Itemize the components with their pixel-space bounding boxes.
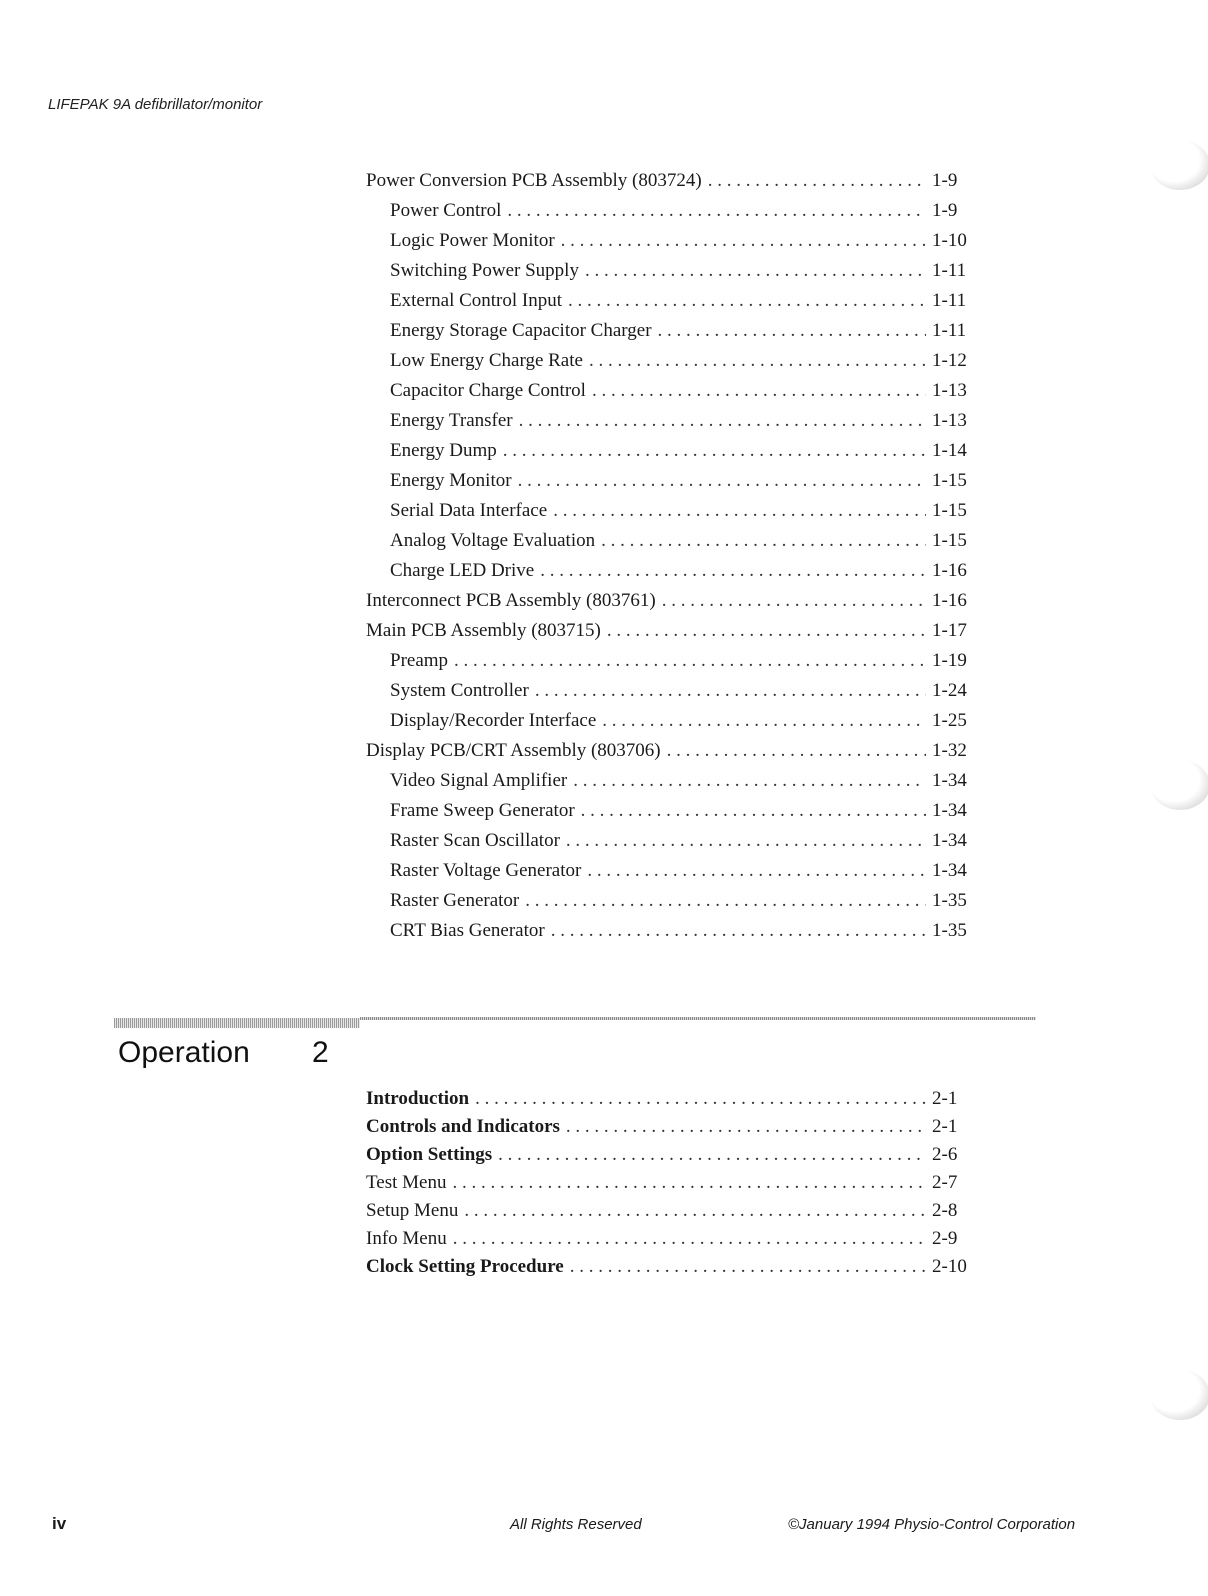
toc-entry-title: Energy Monitor bbox=[390, 470, 512, 491]
toc-entry-page: 1-9 bbox=[932, 200, 958, 221]
toc-leader-dots bbox=[566, 830, 926, 852]
toc-entry-title: Introduction bbox=[366, 1088, 470, 1109]
toc-leader-dots bbox=[518, 470, 926, 492]
toc-entry-page: 1-16 bbox=[932, 590, 967, 611]
toc-entry-page: 1-10 bbox=[932, 230, 967, 251]
toc-entry-page: 1-15 bbox=[932, 500, 967, 521]
toc-entry bbox=[366, 1228, 980, 1256]
toc-leader-dots bbox=[662, 590, 926, 612]
toc-entry bbox=[366, 1172, 980, 1200]
toc-entry-title: Capacitor Charge Control bbox=[390, 380, 586, 401]
toc-entry-title: Setup Menu bbox=[366, 1200, 459, 1221]
toc-leader-dots bbox=[658, 320, 926, 342]
toc-entry bbox=[366, 260, 980, 290]
toc-leader-dots bbox=[535, 680, 926, 702]
toc-leader-dots bbox=[454, 650, 926, 672]
toc-entry-title: Clock Setting Procedure bbox=[366, 1256, 564, 1277]
toc-entry bbox=[366, 650, 980, 680]
toc-entry-page: 2-1 bbox=[932, 1116, 958, 1137]
toc-entry bbox=[366, 620, 980, 650]
toc-entry-title: Display PCB/CRT Assembly (803706) bbox=[366, 740, 661, 761]
toc-entry bbox=[366, 380, 980, 410]
toc-entry-title: Display/Recorder Interface bbox=[390, 710, 597, 731]
toc-entry-page: 2-8 bbox=[932, 1200, 958, 1221]
toc-leader-dots bbox=[475, 1088, 926, 1110]
section-number: 2 bbox=[312, 1036, 329, 1069]
toc-entry-title: Energy Transfer bbox=[390, 410, 513, 431]
toc-entry-page: 1-11 bbox=[932, 290, 967, 311]
toc-entry-title: Power Conversion PCB Assembly (803724) bbox=[366, 170, 702, 191]
toc-chapter-1-continued bbox=[366, 170, 980, 950]
toc-entry-title: Raster Scan Oscillator bbox=[390, 830, 560, 851]
toc-leader-dots bbox=[553, 500, 926, 522]
toc-entry bbox=[366, 320, 980, 350]
toc-entry bbox=[366, 530, 980, 560]
toc-entry bbox=[366, 440, 980, 470]
toc-leader-dots bbox=[587, 860, 926, 882]
toc-entry bbox=[366, 470, 980, 500]
toc-leader-dots bbox=[607, 620, 926, 642]
toc-entry-title: Low Energy Charge Rate bbox=[390, 350, 583, 371]
toc-entry-title: Interconnect PCB Assembly (803761) bbox=[366, 590, 656, 611]
toc-leader-dots bbox=[561, 230, 926, 252]
toc-entry-title: Energy Dump bbox=[390, 440, 497, 461]
toc-entry-title: Test Menu bbox=[366, 1172, 447, 1193]
toc-leader-dots bbox=[566, 1116, 926, 1138]
toc-entry-title: Raster Voltage Generator bbox=[390, 860, 582, 881]
toc-entry-page: 1-13 bbox=[932, 410, 967, 431]
toc-entry bbox=[366, 560, 980, 590]
toc-entry-page: 2-1 bbox=[932, 1088, 958, 1109]
toc-entry bbox=[366, 290, 980, 320]
toc-entry bbox=[366, 710, 980, 740]
section-title: Operation bbox=[118, 1036, 250, 1069]
toc-leader-dots bbox=[570, 1256, 926, 1278]
toc-entry bbox=[366, 770, 980, 800]
toc-entry-page: 2-6 bbox=[932, 1144, 958, 1165]
toc-leader-dots bbox=[667, 740, 926, 762]
toc-entry bbox=[366, 170, 980, 200]
toc-entry bbox=[366, 1256, 980, 1284]
toc-entry-page: 1-17 bbox=[932, 620, 967, 641]
toc-entry bbox=[366, 1088, 980, 1116]
toc-entry-page: 1-24 bbox=[932, 680, 967, 701]
toc-entry-page: 1-35 bbox=[932, 890, 967, 911]
toc-entry bbox=[366, 1200, 980, 1228]
toc-entry-title: Energy Storage Capacitor Charger bbox=[390, 320, 652, 341]
toc-leader-dots bbox=[464, 1200, 926, 1222]
toc-entry-title: Serial Data Interface bbox=[390, 500, 548, 521]
toc-entry-page: 1-25 bbox=[932, 710, 967, 731]
toc-entry-title: Main PCB Assembly (803715) bbox=[366, 620, 601, 641]
toc-entry-title: Preamp bbox=[390, 650, 449, 671]
toc-entry-title: Controls and Indicators bbox=[366, 1116, 560, 1137]
toc-entry-title: Analog Voltage Evaluation bbox=[390, 530, 596, 551]
toc-leader-dots bbox=[525, 890, 926, 912]
toc-entry-title: Logic Power Monitor bbox=[390, 230, 555, 251]
toc-entry-page: 1-34 bbox=[932, 770, 967, 791]
toc-entry-page: 1-34 bbox=[932, 800, 967, 821]
toc-entry-title: CRT Bias Generator bbox=[390, 920, 545, 941]
toc-entry-page: 1-11 bbox=[932, 260, 967, 281]
toc-entry-title: Switching Power Supply bbox=[390, 260, 579, 281]
toc-entry bbox=[366, 1144, 980, 1172]
toc-entry-page: 1-32 bbox=[932, 740, 967, 761]
toc-leader-dots bbox=[589, 350, 926, 372]
toc-entry-title: Power Control bbox=[390, 200, 502, 221]
toc-entry-page: 1-12 bbox=[932, 350, 967, 371]
toc-leader-dots bbox=[551, 920, 926, 942]
toc-entry-page: 1-16 bbox=[932, 560, 967, 581]
toc-entry bbox=[366, 500, 980, 530]
toc-entry bbox=[366, 800, 980, 830]
section-divider-band bbox=[114, 1018, 360, 1028]
toc-entry-page: 1-19 bbox=[932, 650, 967, 671]
binder-hole-icon bbox=[1150, 140, 1208, 190]
toc-entry bbox=[366, 860, 980, 890]
toc-entry-title: Raster Generator bbox=[390, 890, 520, 911]
toc-leader-dots bbox=[581, 800, 926, 822]
toc-entry bbox=[366, 740, 980, 770]
toc-entry-title: External Control Input bbox=[390, 290, 563, 311]
toc-entry-page: 1-15 bbox=[932, 470, 967, 491]
toc-leader-dots bbox=[592, 380, 926, 402]
toc-leader-dots bbox=[602, 710, 926, 732]
toc-entry bbox=[366, 830, 980, 860]
toc-entry-page: 2-7 bbox=[932, 1172, 958, 1193]
toc-leader-dots bbox=[452, 1172, 926, 1194]
page-number: iv bbox=[52, 1514, 67, 1533]
toc-leader-dots bbox=[519, 410, 926, 432]
toc-entry-title: Video Signal Amplifier bbox=[390, 770, 568, 791]
toc-entry-page: 1-14 bbox=[932, 440, 967, 461]
toc-entry bbox=[366, 410, 980, 440]
toc-leader-dots bbox=[498, 1144, 926, 1166]
toc-entry bbox=[366, 230, 980, 260]
toc-entry-page: 2-10 bbox=[932, 1256, 967, 1277]
toc-entry-page: 1-15 bbox=[932, 530, 967, 551]
toc-entry-page: 1-11 bbox=[932, 320, 967, 341]
toc-entry-title: Charge LED Drive bbox=[390, 560, 535, 581]
toc-leader-dots bbox=[507, 200, 926, 222]
rights-notice: All Rights Reserved bbox=[510, 1516, 642, 1533]
toc-entry-title: System Controller bbox=[390, 680, 529, 701]
toc-leader-dots bbox=[573, 770, 926, 792]
toc-entry-page: 1-35 bbox=[932, 920, 967, 941]
toc-entry bbox=[366, 680, 980, 710]
toc-leader-dots bbox=[708, 170, 926, 192]
toc-leader-dots bbox=[453, 1228, 926, 1250]
binder-hole-icon bbox=[1150, 1370, 1208, 1420]
toc-entry-title: Info Menu bbox=[366, 1228, 447, 1249]
toc-entry-title: Option Settings bbox=[366, 1144, 493, 1165]
toc-entry-page: 1-9 bbox=[932, 170, 958, 191]
toc-leader-dots bbox=[568, 290, 926, 312]
toc-entry-page: 1-34 bbox=[932, 830, 967, 851]
toc-entry bbox=[366, 1116, 980, 1144]
running-header: LIFEPAK 9A defibrillator/monitor bbox=[48, 96, 263, 113]
toc-entry bbox=[366, 590, 980, 620]
toc-leader-dots bbox=[540, 560, 926, 582]
toc-chapter-2 bbox=[366, 1088, 980, 1284]
toc-entry-page: 1-13 bbox=[932, 380, 967, 401]
toc-entry bbox=[366, 920, 980, 950]
toc-entry bbox=[366, 890, 980, 920]
section-divider-line bbox=[360, 1017, 1036, 1020]
toc-leader-dots bbox=[601, 530, 926, 552]
binder-hole-icon bbox=[1150, 760, 1208, 810]
toc-leader-dots bbox=[585, 260, 926, 282]
toc-entry bbox=[366, 200, 980, 230]
toc-entry bbox=[366, 350, 980, 380]
toc-entry-page: 1-34 bbox=[932, 860, 967, 881]
toc-leader-dots bbox=[503, 440, 926, 462]
toc-entry-title: Frame Sweep Generator bbox=[390, 800, 575, 821]
copyright-notice: ©January 1994 Physio-Control Corporation bbox=[788, 1516, 1076, 1533]
toc-entry-page: 2-9 bbox=[932, 1228, 958, 1249]
